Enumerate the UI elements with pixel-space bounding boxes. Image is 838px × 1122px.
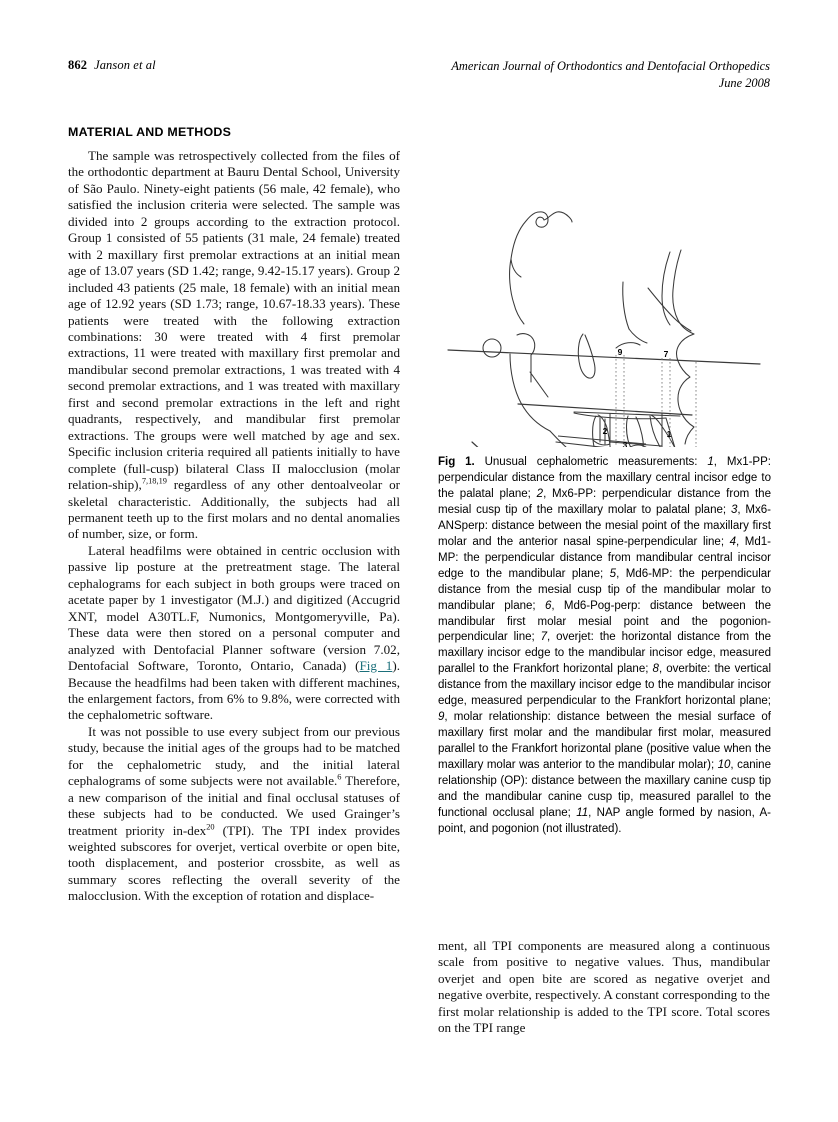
- figure-caption-item-number-1: 1: [707, 456, 714, 468]
- figure-caption-item-number-9: 9: [438, 711, 445, 724]
- issue-date: June 2008: [718, 75, 770, 90]
- maxillary-central-incisor-path: [650, 415, 679, 447]
- reference-marker-6: 6: [337, 772, 342, 782]
- paragraph-tpi-scoring: ment, all TPI components are measured along a continuous scale from positive to negative values. Thus, mandibular overjet and open bite are scored as negative overjet and negative overbite, respectively. A constant corresponding to the first molar relationship is added to the TPI score. Total scores on the TPI range: [438, 938, 770, 1036]
- figure-caption-item-text-10: , canine relationship (OP): distance between the maxillary canine cusp tip and the mandibular canine cusp tip, measured parallel to the functional occlusal plane;: [438, 759, 771, 819]
- page-folio-number: 862: [68, 58, 88, 72]
- figure-caption-item-number-10: 10: [717, 759, 731, 772]
- figure-caption-item-text-6: , Md6-Pog-perp: distance between the mandibular first molar mesial point and the pogonion-perpendicular line;: [438, 599, 771, 644]
- cranial-outline-path: [510, 212, 539, 304]
- measurement-construction-lines: [616, 355, 700, 447]
- ans-path: [629, 329, 647, 343]
- condyle-path: [517, 334, 535, 355]
- paragraph-tpi-index-text-c: (TPI). The TPI index provides weighted subscores for overjet, vertical overbite or open bite, tooth displacement, and posterior crossbite, as well as summary scores reflecting the overall severity of the malocclusion. With the exception of rotation and displace-: [68, 822, 400, 904]
- figure-caption-item-number-5: 5: [609, 567, 617, 580]
- paragraph-sample-collection-text-a: The sample was retrospectively collected from the files of the orthodontic department at Bauru Dental School, University of São Paulo. Ninety-eight patients (56 male, 42 female), who satisfied the inclusion criteria were selected. The sample was divided into 2 groups according to the extraction protocol. Group 1 consisted of 55 patients (31 male, 24 female) treated with 2 maxillary first premolar extractions at an initial mean age of 13.07 years (SD 1.42; range, 9.42-15.17 years). Group 2 included 43 patients (25 male, 18 female) with an initial mean age of 12.92 years (SD 1.73; range, 10.67-18.33 years). These patients were treated with the following extraction combinations: 30 were treated with 4 first premolar extractions, 11 were treated with maxillary first premolar and mandibular second premolar extractions, 1 was treated with 4 second premolar extractions, and 1 was treated with maxillary first and second premolar extractions in the left and right quadrants, respectively, and mandibular first premolar extractions. The groups were well matched by age and sex. Specific inclusion criteria required all patients initially to have complete (full-cusp) bilateral Class II malocclusion (molar relation-ship),: [68, 148, 400, 493]
- paragraph-lateral-headfilms: [68, 543, 400, 724]
- figure-caption-item-text-8: , overbite: the vertical distance from the maxillary incisor edge to the mandibular incisor edge, measured perpendicular to the Frankfort horizontal plane;: [438, 663, 771, 708]
- bracket-occlusal-reference: [558, 436, 646, 444]
- figure-caption-item-text-5: , Md6-MP: the perpendicular distance from the mesial cusp tip of the mandibular molar to mandibular plane;: [438, 567, 771, 612]
- paragraph-lateral-headfilms-text-b: ). Because the headfilms had been taken with different machines, the enlargement factors, from 6% to 9.8%, were corrected with the cephalometric software.: [68, 658, 400, 723]
- running-head-left: [68, 58, 156, 73]
- paragraph-sample-collection: [68, 148, 400, 543]
- cephalometric-tracing-svg: [438, 122, 772, 447]
- figure-1-cephalometric-tracing: [438, 122, 772, 447]
- section-heading-material-and-methods: MATERIAL AND METHODS: [68, 125, 232, 139]
- figure-caption-item-text-2: , Mx6-PP: perpendicular distance from the mesial cusp tip of the maxillary molar to palatal plane;: [438, 487, 771, 516]
- running-head: [68, 58, 770, 104]
- figure-caption-item-number-3: 3: [730, 503, 738, 516]
- figure-1-caption: [438, 455, 771, 838]
- reference-marker-7-18-19: 7,18,19: [141, 476, 167, 486]
- reference-marker-20: 20: [206, 822, 215, 832]
- journal-title: American Journal of Orthodontics and Dentofacial Orthopedics: [451, 59, 770, 73]
- paragraph-sample-collection-text-b: regardless of any other dentoalveolar or skeletal characteristic. Additionally, the subjects had all permanent teeth up to the first molars and no dental anomalies of number, size, or form.: [68, 477, 400, 542]
- posterior-ramus-path: [510, 354, 550, 431]
- figure-caption-item-list: [438, 456, 771, 835]
- figure-1-crossreference-link[interactable]: Fig 1: [359, 658, 393, 674]
- figure-caption-item-text-4: , Md1-MP: the perpendicular distance from mandibular central incisor edge to the mandibular plane;: [438, 535, 772, 580]
- marker-label-9: 9: [617, 347, 623, 357]
- running-head-authors: Janson et al: [94, 58, 156, 72]
- soft-tissue-outer-path: [662, 252, 670, 325]
- porion-circle: [483, 339, 501, 357]
- right-text-column: [438, 938, 770, 1037]
- figure-caption-item-number-7: 7: [540, 631, 547, 644]
- paragraph-tpi-index-text-a: It was not possible to use every subject from our previous study, because the initial ages of the groups had to be matched for the cephalometric study, and the initial lateral cephalograms of some subjects were not available.: [68, 723, 400, 789]
- marker-label-7: 7: [663, 349, 669, 359]
- figure-caption-item-text-11: , NAP angle formed by nasion, A-point, and pogonion (not illustrated).: [438, 806, 771, 835]
- marker-label-3: 3: [622, 440, 628, 447]
- figure-caption-intro: Unusual cephalometric measurements:: [474, 456, 708, 468]
- figure-caption-item-text-9: , molar relationship: distance between the mesial surface of maxillary first molar and the mandibular first molar, measured parallel to the Frankfort horizontal plane (positive value when the maxillary molar was anterior to the mandibular molar);: [438, 711, 771, 772]
- marker-label-2: 2: [602, 426, 608, 436]
- figure-caption-item-text-3: , Mx6-ANSperp: distance between the mesial point of the maxillary first molar and the anterior nasal spine-perpendicular line;: [438, 503, 771, 548]
- figure-caption-item-text-1: , Mx1-PP: perpendicular distance from the maxillary central incisor edge to the palatal plane;: [438, 456, 771, 500]
- paragraph-lateral-headfilms-text-a: Lateral headfilms were obtained in centric occlusion with passive lip posture at the pretreatment stage. The lateral cephalograms for each subject in both groups were traced on acetate paper by 1 investigator (M.J.) and digitized (Accugrid XNT, model A30TL.F, Numonics, Montgomeryville, Pa). These data were then stored on a personal computer and analyzed with Dentofacial Planner software (version 7.02, Dentofacial Software, Toronto, Ontario, Canada) (: [68, 542, 400, 674]
- mandibular-ramus-upper-path: [514, 304, 524, 324]
- ramus-inner-path: [530, 372, 548, 397]
- left-text-column: [68, 125, 400, 905]
- figure-caption-item-number-6: 6: [544, 599, 552, 612]
- measurement-brackets: [558, 413, 662, 447]
- nasal-floor-path: [623, 282, 629, 329]
- marker-label-1: 1: [666, 429, 672, 439]
- figure-caption-item-number-2: 2: [536, 487, 544, 500]
- figure-caption-item-number-11: 11: [576, 806, 589, 819]
- figure-caption-label: Fig 1.: [438, 456, 475, 468]
- figure-caption-item-number-8: 8: [652, 663, 659, 676]
- figure-caption-item-text-7: , overjet: the horizontal distance from the maxillary incisor edge to the mandibular incisor edge, measured parallel to the Frankfort horizontal plane;: [438, 631, 771, 676]
- running-head-right: [451, 58, 770, 91]
- figure-caption-item-number-4: 4: [729, 535, 737, 548]
- paragraph-tpi-index-text-b: Therefore, a new comparison of the initial and final occlusal statuses of these subjects had to be conducted. We used Grainger’s treatment priority in-dex: [68, 773, 400, 838]
- skull-inner-path: [511, 259, 521, 277]
- paragraph-tpi-index: [68, 724, 400, 905]
